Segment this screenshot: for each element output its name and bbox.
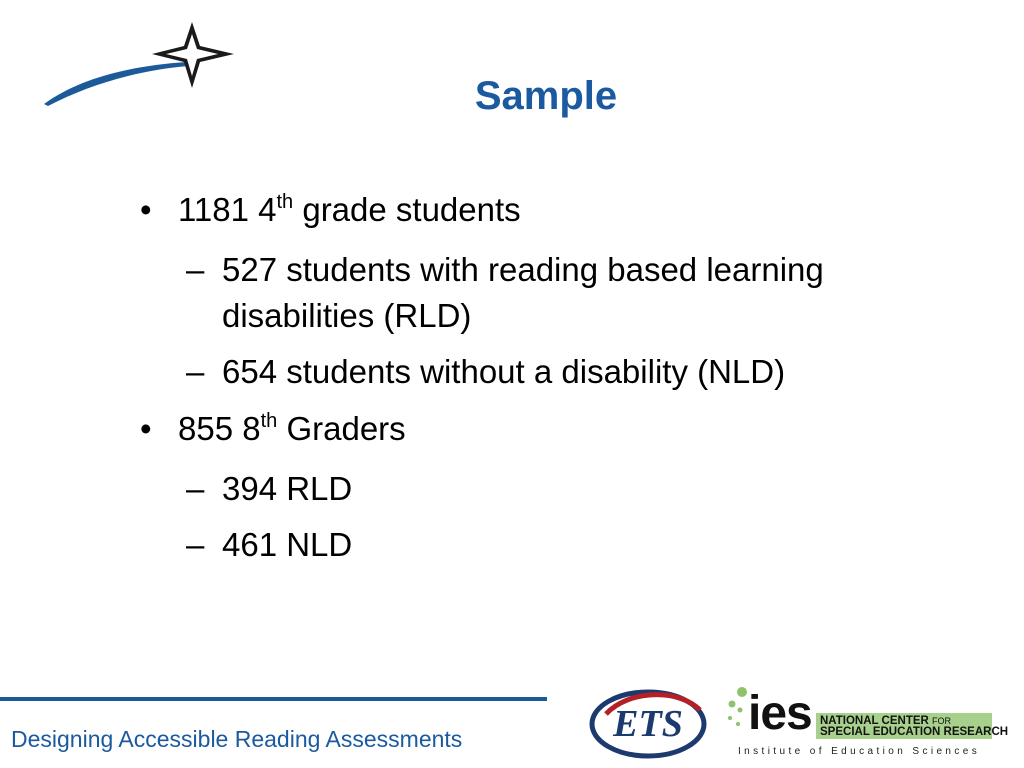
bullet-number: 855 8: [178, 410, 261, 447]
ies-logo: [724, 684, 1009, 762]
slide-title: Sample: [474, 74, 618, 118]
bullet-marker: •: [140, 410, 152, 447]
sub-bullet-text: 527 students with reading based learning disabilities (RLD): [222, 251, 824, 334]
ets-logo-icon: [588, 684, 712, 760]
sub-bullet-marker: –: [186, 526, 205, 563]
ordinal-suffix: th: [260, 410, 278, 432]
ies-wordmark: ies: [748, 687, 812, 740]
ordinal-suffix: th: [276, 191, 294, 213]
ies-center-banner: [816, 713, 1009, 739]
ies-center-name: NATIONAL CENTER: [820, 715, 929, 727]
ies-center-line2: SPECIAL EDUCATION RESEARCH: [820, 726, 1009, 738]
bullet-number: 1181 4: [178, 191, 277, 228]
ies-center-for: FOR: [932, 716, 952, 726]
bullet-marker: •: [140, 191, 152, 228]
ies-institute-text: Institute of Education Sciences: [738, 746, 981, 757]
sub-bullet-item: [140, 247, 980, 339]
sub-bullet-item: [140, 349, 980, 395]
bullet-text: Graders: [277, 410, 406, 447]
sub-bullet-marker: –: [186, 470, 205, 507]
sub-bullet-text: 461 NLD: [222, 526, 353, 563]
bullet-item: [140, 405, 980, 458]
ies-dots-icon: [724, 686, 748, 746]
sub-bullet-text: 654 students without a disability (NLD): [222, 353, 786, 390]
slide-content: [140, 186, 980, 578]
sub-bullet-item: [140, 466, 980, 512]
footer-title: Designing Accessible Reading Assessments: [11, 726, 463, 752]
ets-logo-text: ETS: [613, 703, 683, 745]
sub-bullet-marker: –: [186, 251, 205, 288]
sub-bullet-marker: –: [186, 353, 205, 390]
sub-bullet-text: 394 RLD: [222, 470, 353, 507]
bullet-text: grade students: [293, 191, 521, 228]
sub-bullet-item: [140, 522, 980, 568]
bullet-item: [140, 186, 980, 239]
footer-divider: [0, 697, 547, 701]
